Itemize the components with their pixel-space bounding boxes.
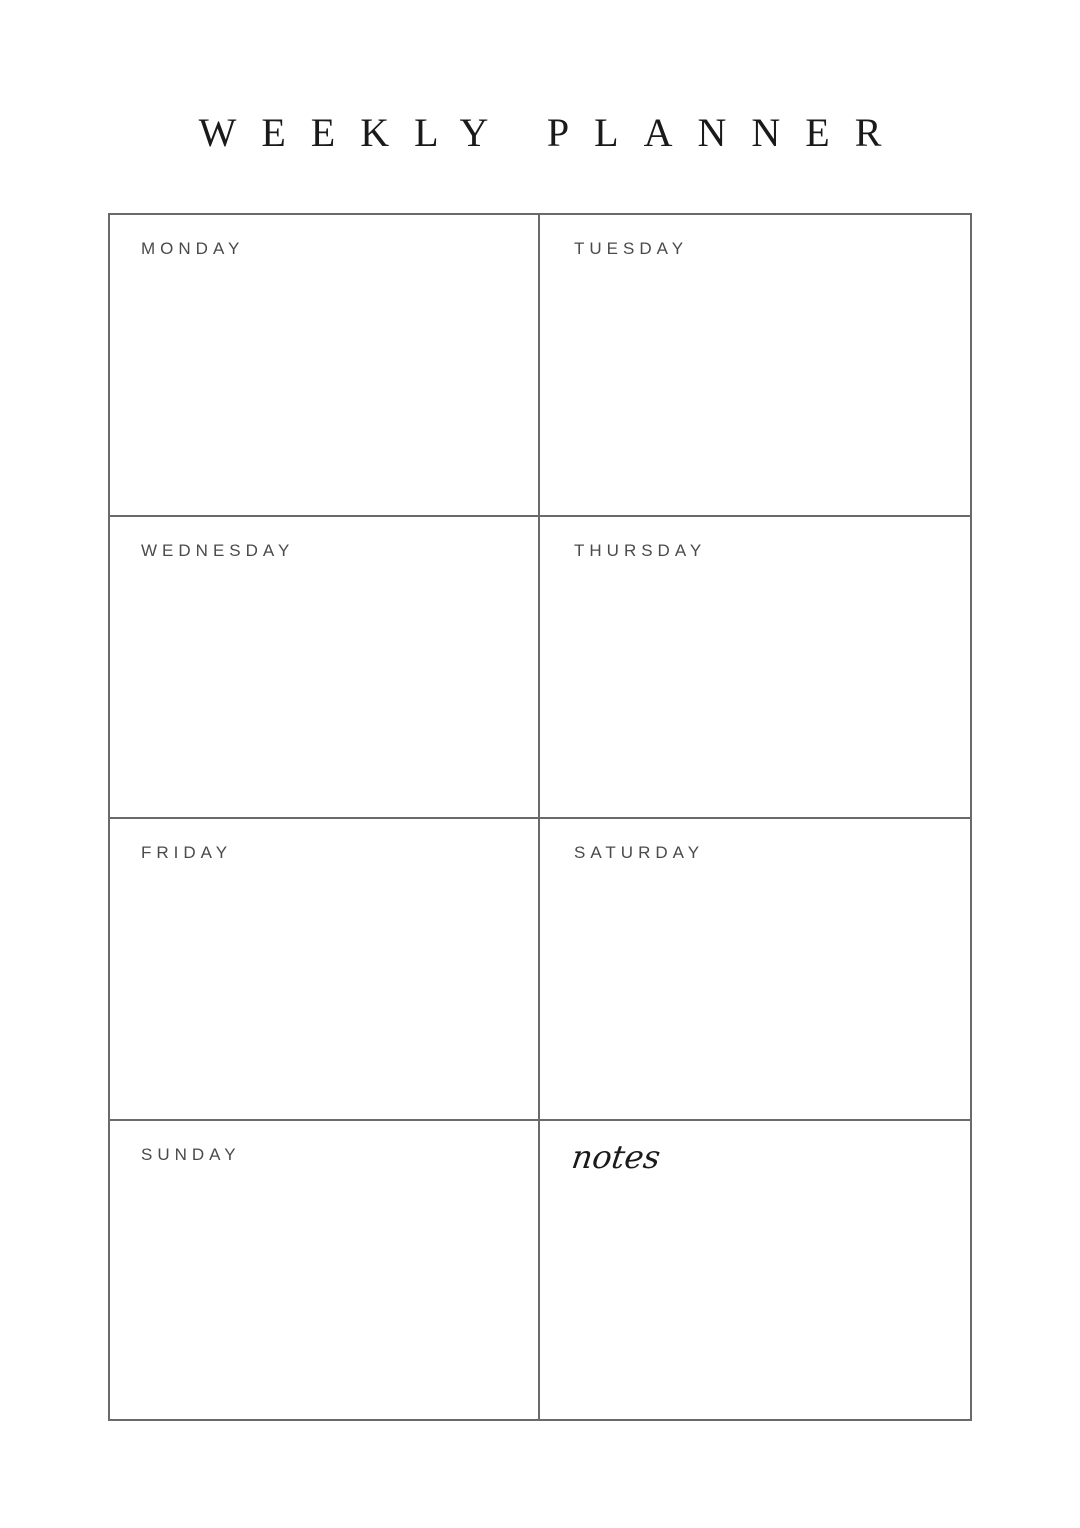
day-box-thursday[interactable] [540,517,972,819]
day-label-wednesday: WEDNESDAY [141,541,295,560]
planner-grid [108,213,972,1421]
day-label-monday: MONDAY [141,239,245,258]
day-label-sunday: SUNDAY [141,1145,241,1164]
page-title: WEEKLY PLANNER [198,110,907,155]
notes-box[interactable] [540,1121,972,1421]
day-box-friday[interactable] [110,819,540,1121]
day-box-sunday[interactable] [110,1121,540,1421]
day-label-tuesday: TUESDAY [574,239,689,258]
day-box-tuesday[interactable] [540,215,972,517]
day-box-monday[interactable] [110,215,540,517]
day-box-wednesday[interactable] [110,517,540,819]
notes-label: notes [569,1138,663,1176]
day-box-saturday[interactable] [540,819,972,1121]
day-label-friday: FRIDAY [141,843,233,862]
day-label-thursday: THURSDAY [574,541,707,560]
day-label-saturday: SATURDAY [574,843,705,862]
